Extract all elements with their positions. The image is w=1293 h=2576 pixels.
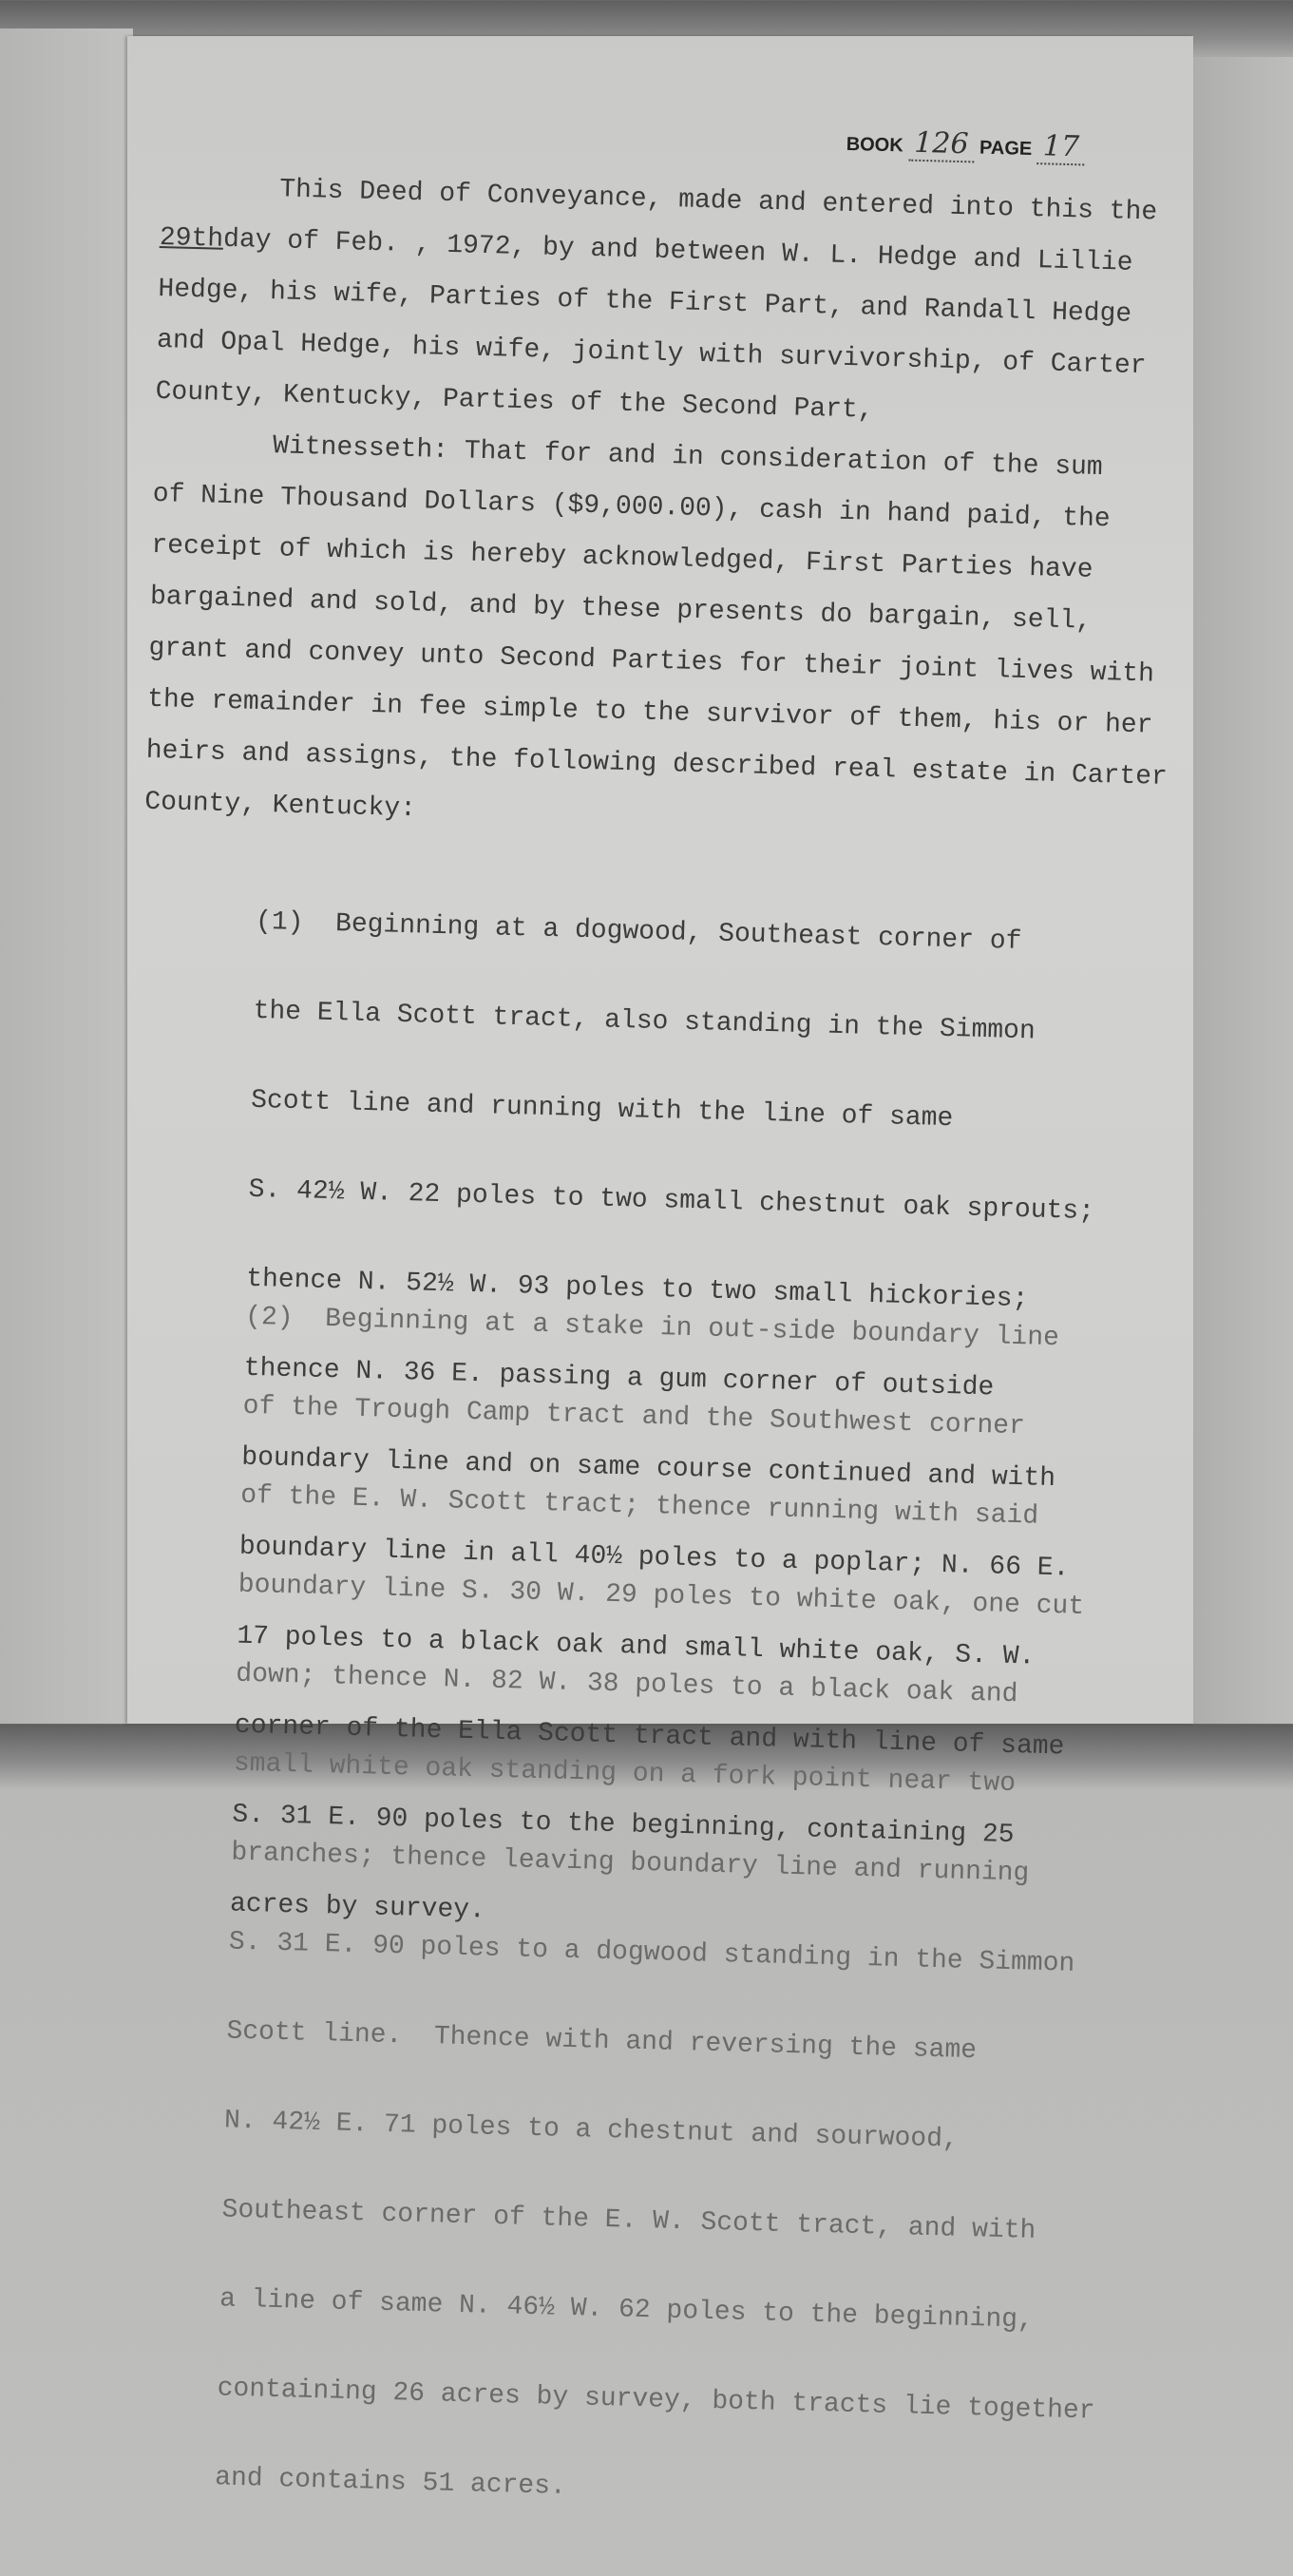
text-line: Scott line and running with the line of same — [250, 1085, 954, 1135]
text-line: boundary line and on same course continued and with — [240, 1442, 1056, 1495]
text-line: thence N. 52½ W. 93 poles to two small hickories; — [245, 1264, 1029, 1315]
text-line: N. 42½ E. 71 poles to a chestnut and sourwood, — [223, 2106, 960, 2155]
text-line: boundary line S. 30 W. 29 poles to white oak, one cut — [238, 1570, 1085, 1622]
text-line: Witnesseth: That for and in consideration of the sum — [272, 431, 1104, 484]
text-line: down; thence N. 82 W. 38 poles to a black oak and — [235, 1659, 1018, 1710]
text-line: S. 42½ W. 22 poles to two small chestnut oak sprouts; — [248, 1174, 1095, 1228]
tract-2-description — [213, 1244, 1125, 2576]
page-label: PAGE — [979, 137, 1033, 160]
text-line: thence N. 36 E. passing a gum corner of outside — [243, 1353, 995, 1403]
text-line: bargained and sold, and by these presents do bargain, sell, — [149, 582, 1093, 637]
text-line: S. 31 E. 90 poles to a dogwood standing in the Simmon — [228, 1927, 1075, 1979]
underlying-sheet — [0, 29, 133, 1724]
text-line: branches; thence leaving boundary line and running — [231, 1838, 1030, 1889]
text-line: boundary line in all 40½ poles to a poplar; N. 66 E. — [238, 1532, 1070, 1584]
book-number: 126 — [908, 126, 975, 163]
text-line: containing 26 acres by survey, both tracts lie together — [217, 2374, 1095, 2427]
text-line: Scott line. Thence with and reversing the same — [226, 2016, 978, 2067]
text-line: County, Kentucky, Parties of the Second Part, — [155, 376, 874, 426]
text-line: the remainder in fee simple to the survivor of them, his or her — [146, 684, 1153, 741]
text-line: a line of same N. 46½ W. 62 poles to the beginning, — [219, 2284, 1035, 2336]
book-label: BOOK — [846, 133, 903, 157]
main-paragraph — [144, 162, 1183, 855]
text-line: (2) Beginning at a stake in out-side boundary line — [244, 1302, 1060, 1354]
text-line: of Nine Thousand Dollars ($9,000.00), cash in hand paid, the — [152, 479, 1112, 535]
book-page-stamp — [846, 121, 1085, 169]
page-number: 17 — [1036, 129, 1085, 165]
text-line: Southeast corner of the E. W. Scott tract, and with — [221, 2195, 1036, 2246]
text-line: and contains 51 acres. — [214, 2463, 567, 2502]
text-line: This Deed of Conveyance, made and entered into this the — [278, 175, 1158, 228]
text-line: 17 poles to a black oak and small white oak, S. W. — [236, 1621, 1036, 1672]
text-line: corner of the Ella Scott tract and with line of same — [234, 1710, 1065, 1763]
text-line: acres by survey. — [229, 1889, 486, 1926]
text-line: Hedge, his wife, Parties of the First Part, and Randall Hedge — [158, 274, 1132, 330]
date-day: 29th — [159, 222, 224, 255]
text-line: (1) Beginning at a dogwood, Southeast corner of — [255, 906, 1022, 957]
text-line: of the Trough Camp tract and the Southwest corner — [242, 1391, 1026, 1442]
text-line: receipt of which is hereby acknowledged, First Parties have — [151, 530, 1093, 585]
text-line: S. 31 E. 90 poles to the beginning, containing 25 — [232, 1800, 1015, 1851]
text-line: the Ella Scott tract, also standing in the Simmon — [253, 996, 1036, 1047]
text-line: small white oak standing on a fork point near two — [233, 1748, 1017, 1800]
text-line: and Opal Hedge, his wife, jointly with survivorship, of Carter — [156, 325, 1147, 382]
text-line: grant and convey unto Second Parties for their joint lives with — [148, 633, 1155, 690]
text-line: heirs and assigns, the following described real estate in Carter — [145, 735, 1169, 792]
background-edge — [1193, 57, 1293, 1724]
text-line: County, Kentucky: — [143, 787, 417, 825]
text-line: of the E. W. Scott tract; thence running with said — [239, 1480, 1039, 1532]
text-line-rest: day of Feb. , 1972, by and between W. L. Hedge and Lillie — [222, 224, 1133, 278]
